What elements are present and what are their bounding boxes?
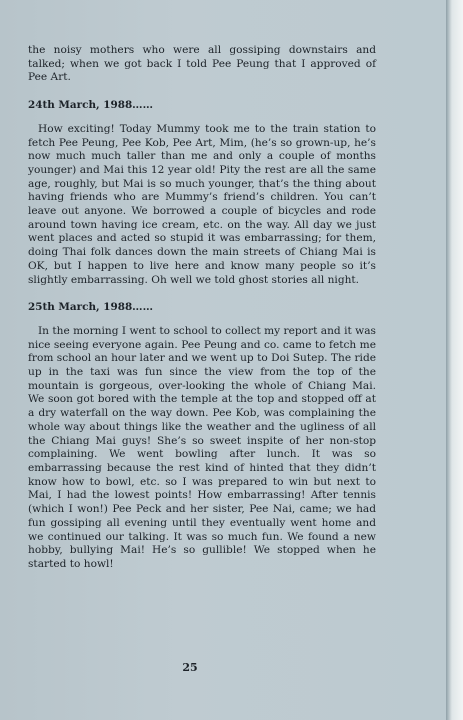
book-spine: [446, 0, 463, 720]
entry-body-25-march: In the morning I went to school to collect my report and it was nice seeing everyone again. Pee Peung and co. came to fetch me from school an hour later and we went up to Doi Sutep. The ride up in the taxi was fun since the view from the top of the mountain is gorgeous, over-looking the whole of Chiang Mai. We soon got bored with the temple at the top and stopped off at a dry waterfall on the way down. Pee Kob, was complaining the whole way about things like the weather and the ugliness of all the Chiang Mai guys! She’s so sweet inspite of her non-stop complaining. We went bowling after lunch. It was so embarrassing because the rest kind of hinted that they didn’t know how to bowl, etc. so I was prepared to win but next to Mai, I had the lowest points! How embarrassing! After tennis (which I won!) Pee Peck and her sister, Pee Nai, came; we had fun gossiping all evening until they eventually went home and we continued our talking. It was so much fun. We found a new hobby, bullying Mai! He’s so gullible! We stopped when he started to howl!: [28, 324, 376, 570]
intro-paragraph: the noisy mothers who were all gossiping downstairs and talked; when we got back I told Pee Peung that I approved of Pee Art.: [28, 44, 376, 84]
page-text: [28, 44, 376, 572]
entry-body-24-march: How exciting! Today Mummy took me to the train station to fetch Pee Peung, Pee Kob, Pee Art, Mim, (he’s so grown-up, he’s now much much taller than me and only a couple of months younger) and Mai this 12 year old! Pity the rest are all the same age, roughly, but Mai is so much younger, that’s the thing about having friends who are Mummy’s friend’s children. You can’t leave out anyone. We borrowed a couple of bicycles and rode around town having ice cream, etc. on the way. All day we just went places and acted so stupid it was embarrassing; for them, doing Thai folk dances down the main streets of Chiang Mai is OK, but I happen to live here and know many people so it’s slightly embarrassing. Oh well we told ghost stories all night.: [28, 122, 376, 286]
entry-heading-25-march: 25th March, 1988……: [28, 301, 153, 314]
entry-heading-24-march: 24th March, 1988……: [28, 99, 153, 112]
page-number: 25: [182, 661, 198, 674]
